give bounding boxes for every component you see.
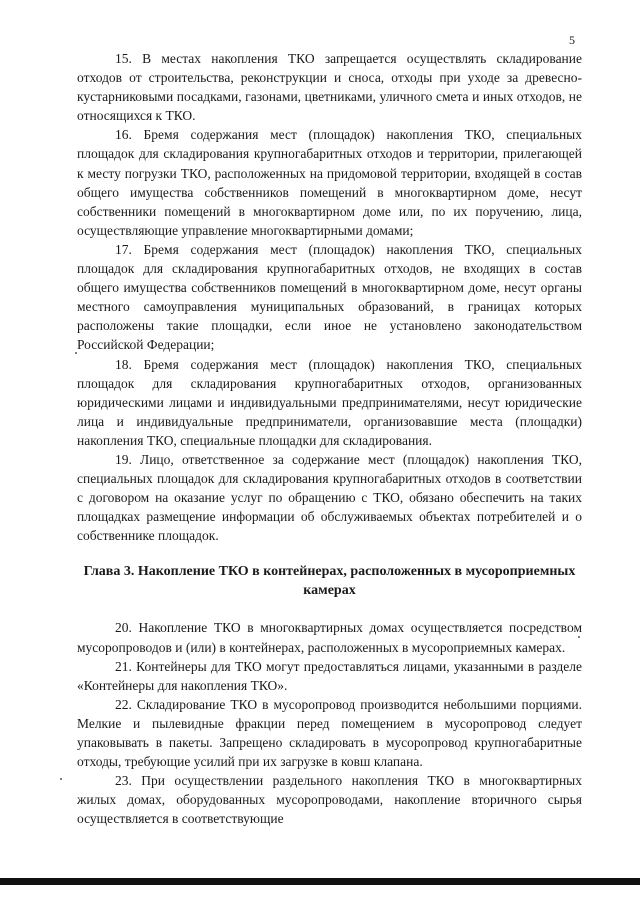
chapter-heading: Глава 3. Накопление ТКО в контейнерах, расположенных в мусороприемных камерах xyxy=(83,564,576,599)
paragraph-20: 20. Накопление ТКО в многоквартирных домах осуществляется посредством мусоропроводов и (или) в контейнерах, расположенных в мусороприемных камерах. xyxy=(77,620,582,655)
paragraph-21: 21. Контейнеры для ТКО могут предоставляться лицами, указанными в разделе «Контейнеры для накопления ТКО». xyxy=(77,658,582,693)
paragraph-18: 18. Бремя содержания мест (площадок) накопления ТКО, специальных площадок для складирования крупногабаритных отходов, организованных юридическими лицами и индивидуальными предпринимателями, несут юридические лица и индивидуальные предприниматели, организовавшие места (площадки) накопления ТКО, специальные площадки для складирования. xyxy=(77,356,582,448)
paragraph-19: 19. Лицо, ответственное за содержание мест (площадок) накопления ТКО, специальных площадок для складирования крупногабаритных отходов в соответствии с договором на оказание услуг по обращению с ТКО, обязано обеспечить на таких площадках размещение информации об обслуживаемых объектах потребителей и о собственнике площадок. xyxy=(77,451,582,544)
paragraph-17: 17. Бремя содержания мест (площадок) накопления ТКО, специальных площадок для складирования крупногабаритных отходов, не входящих в состав общего имущества собственников помещений в многоквартирном доме, несут органы местного самоуправления муниципальных образований, в границах которых расположены такие площадки, если иное не установлено законодательством Российской Федерации; xyxy=(77,241,582,353)
scan-speck xyxy=(75,352,77,354)
paragraph-23: 23. При осуществлении раздельного накопления ТКО в многоквартирных жилых домах, оборудованных мусоропроводами, накопление вторичного сырья осуществляется в соответствующие xyxy=(77,773,582,827)
scan-border-bar xyxy=(0,878,640,885)
paragraph-22: 22. Складирование ТКО в мусоропровод производится небольшими порциями. Мелкие и пылевидные фракции перед помещением в мусоропровод следует упаковывать в пакеты. Запрещено складировать в мусоропровод крупногабаритные отходы, требующие усилий при их загрузке в ковш клапана. xyxy=(77,696,582,770)
page-number: 5 xyxy=(569,33,575,47)
paragraph-15: 15. В местах накопления ТКО запрещается осуществлять складирование отходов от строительства, реконструкции и сноса, отходы при уходе за древесно-кустарниковыми посадками, газонами, цветниками, уличного смета и иных отходов, не относящихся к ТКО. xyxy=(77,51,582,124)
scan-speck xyxy=(578,636,580,638)
scan-speck xyxy=(60,778,62,780)
document-body xyxy=(77,49,582,828)
paragraph-16: 16. Бремя содержания мест (площадок) накопления ТКО, специальных площадок для складирования крупногабаритных отходов и территории, прилегающей к месту погрузки ТКО, расположенных на придомовой территории, входящей в состав общего имущества собственников помещений в многоквартирном доме, несут собственники помещений в многоквартирном доме или, по их поручению, лица, осуществляющие управление многоквартирными домами; xyxy=(77,127,582,238)
